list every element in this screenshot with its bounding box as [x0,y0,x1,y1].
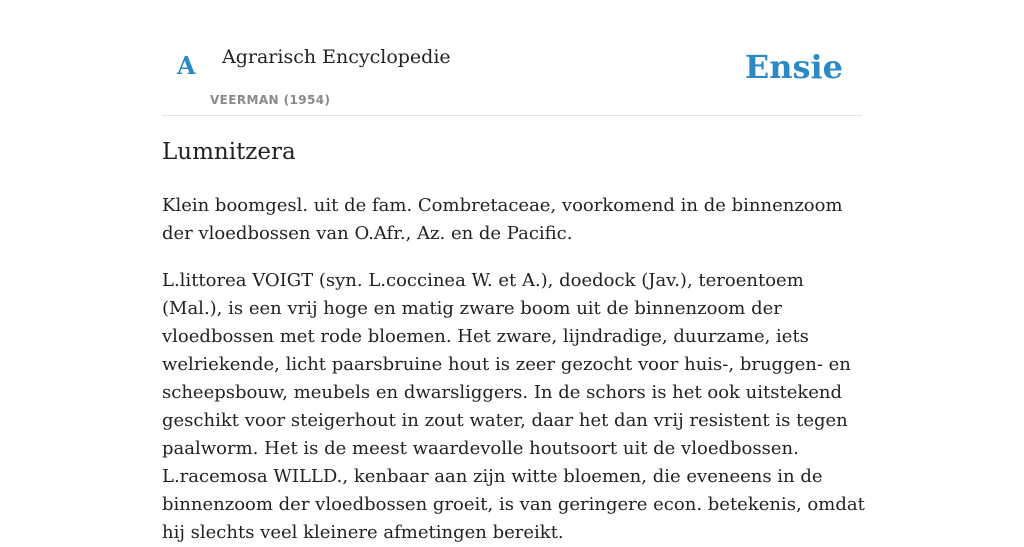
encyclopedia-title[interactable]: Agrarisch Encyclopedie [222,46,451,68]
article-paragraph: L.littorea VOIGT (syn. L.coccinea W. et A.), doedock (Jav.), teroentoem (Mal.), is een vrij hoge en matig zware boom uit de binnenzoom der vloedbossen met rode bloemen. Het zware, lijndradige, duurzame, iets welriekende, licht paarsbruine hout is zeer gezocht voor huis-, bruggen- en scheepsbouw, meubels en dwarsliggers. In de schors is het ook uitstekend geschikt voor steigerhout in zout water, daar het dan vrij resistent is tegen paalworm. Het is de meest waardevolle houtsoort uit de vloedbossen. L.racemosa WILLD., kenbaar aan zijn witte bloemen, die eveneens in de binnenzoom der vloedbossen groeit, is van geringere econ. betekenis, omdat hij slechts veel kleinere afmetingen bereikt. [162,270,865,543]
encyclopedia-header [162,0,862,116]
ensie-brand-logo[interactable]: Ensie [744,48,843,86]
content-container [162,0,865,543]
encyclopedia-subtitle: VEERMAN (1954) [210,93,331,107]
encyclopedia-logo[interactable]: A [177,51,196,80]
article-title: Lumnitzera [162,139,296,165]
article-paragraph: Klein boomgesl. uit de fam. Combretaceae, voorkomend in de binnenzoom der vloedbossen van O.Afr., Az. en de Pacific. [162,195,843,244]
